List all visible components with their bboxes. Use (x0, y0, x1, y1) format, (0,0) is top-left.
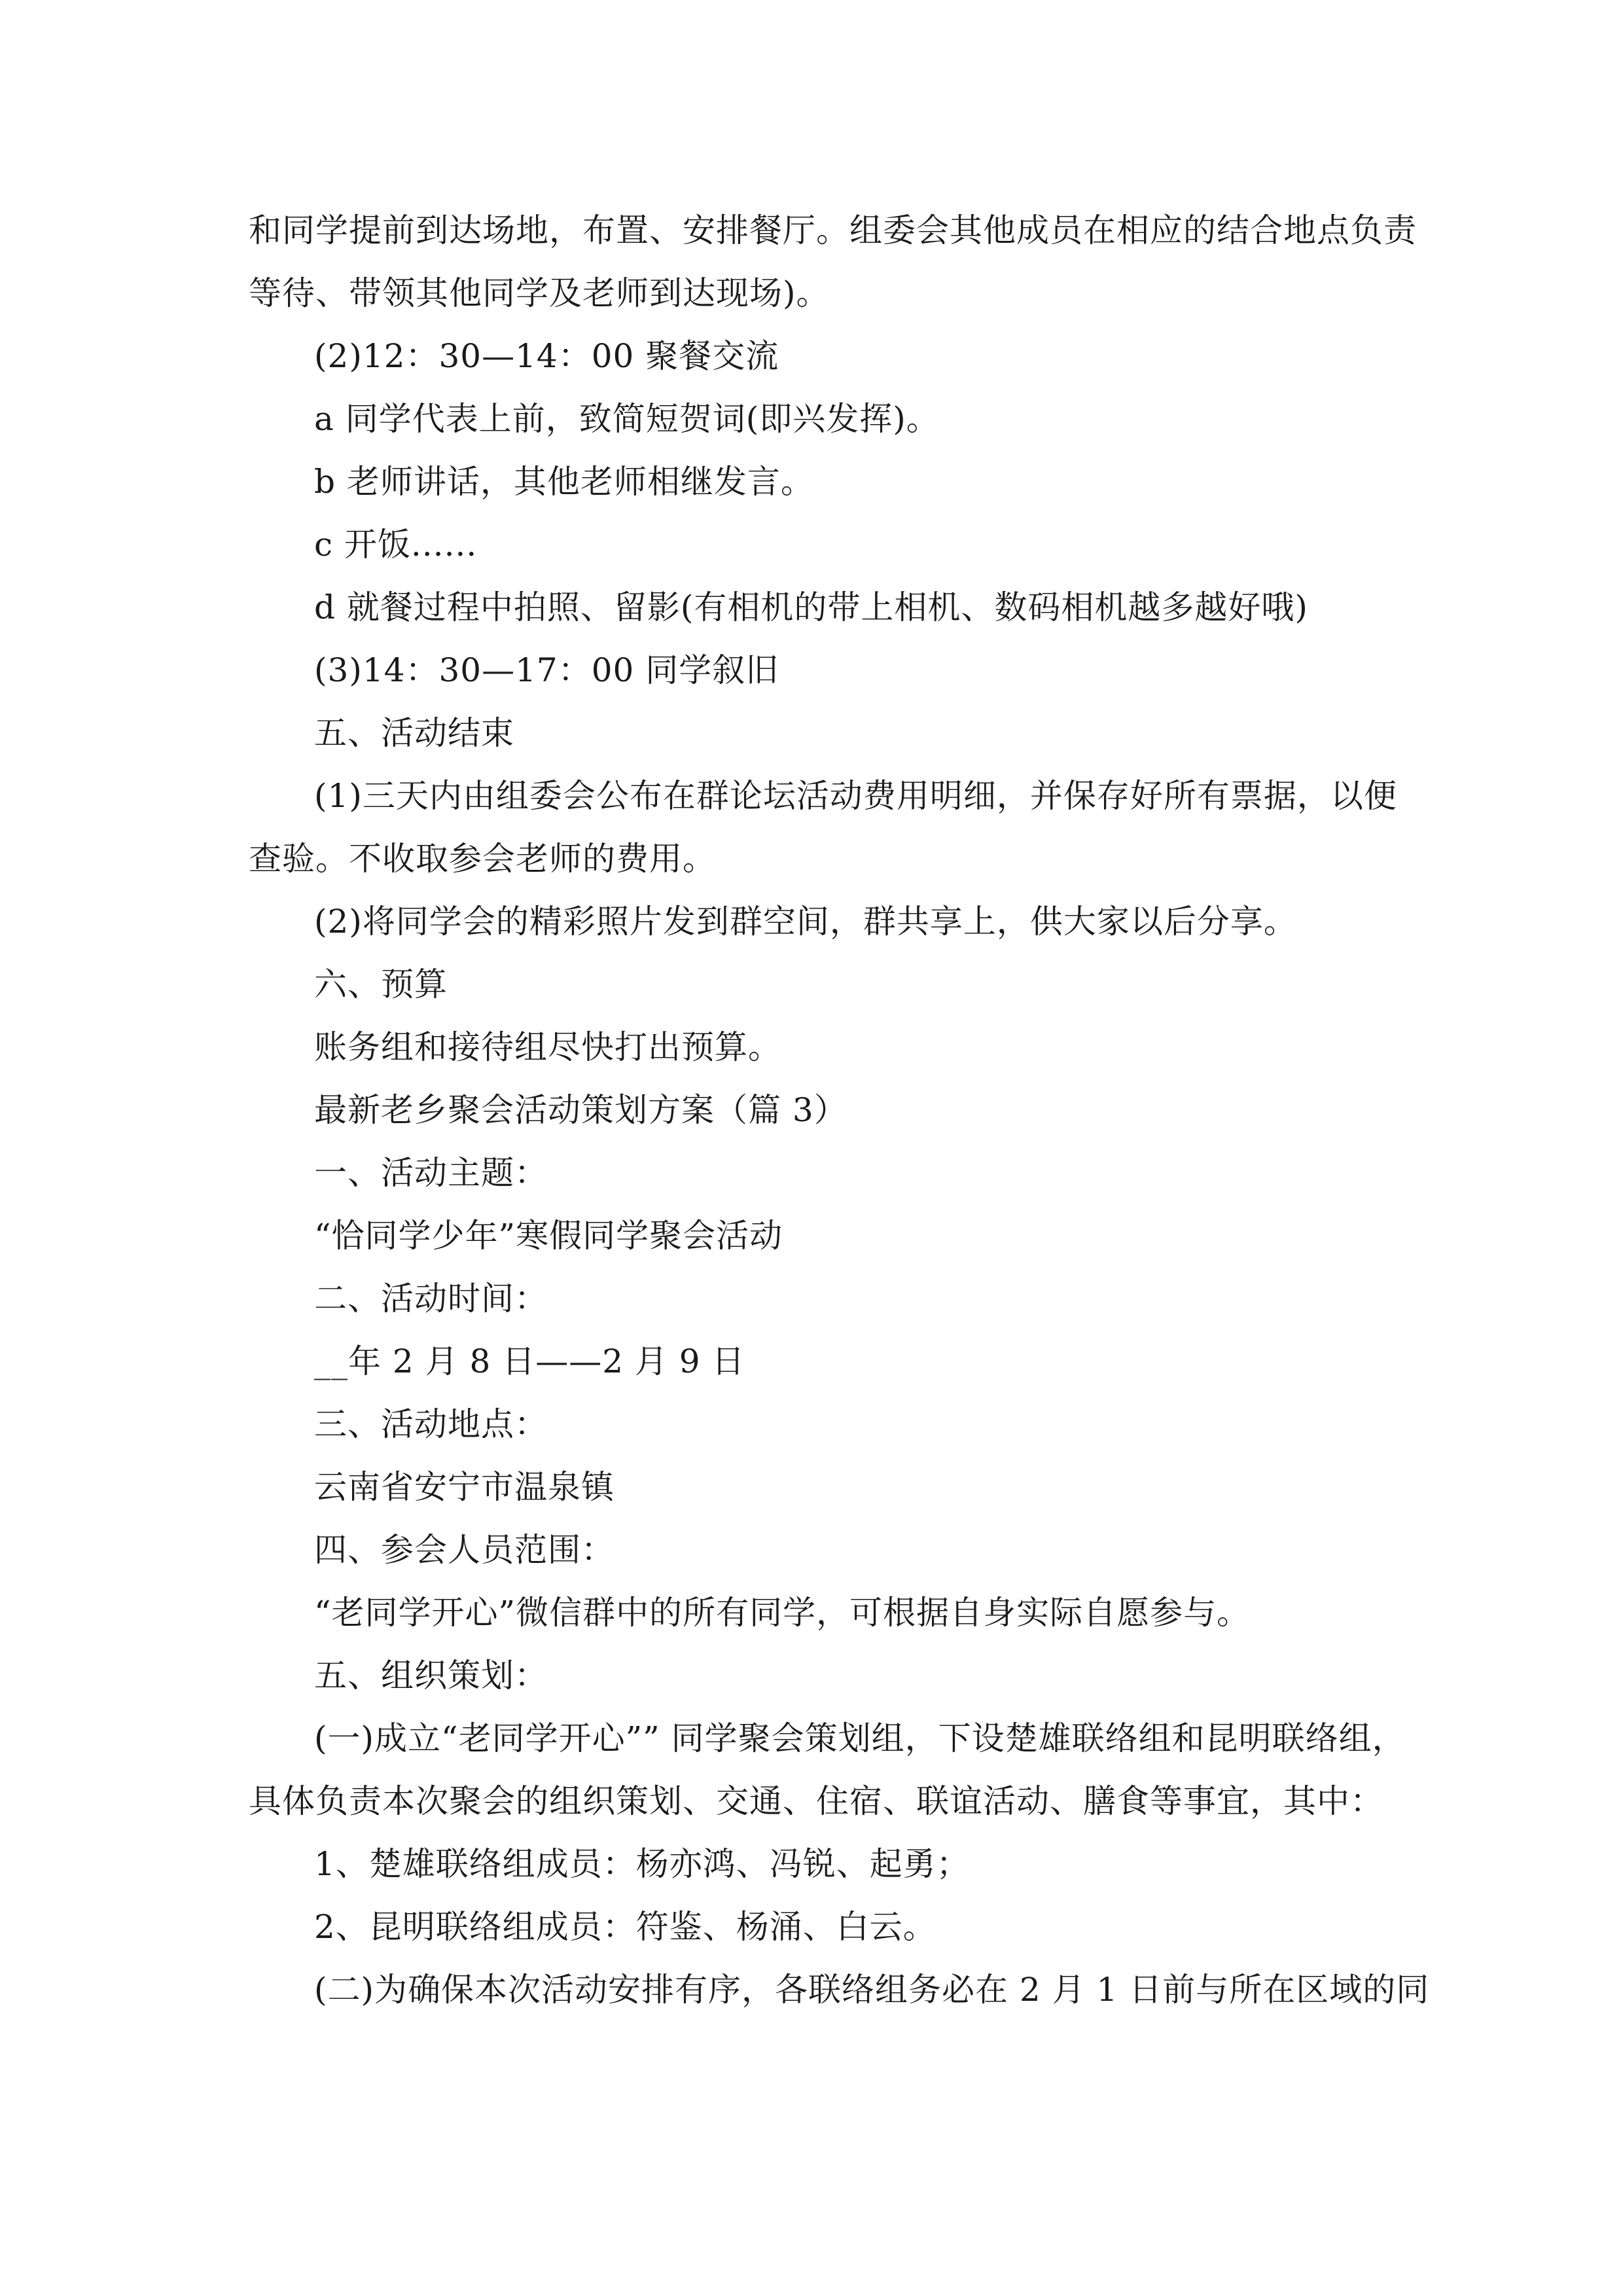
paragraph-line: d 就餐过程中拍照、留影(有相机的带上相机、数码相机越多越好哦) (314, 588, 1308, 626)
section-heading: 一、活动主题： (314, 1154, 548, 1192)
section-heading: 五、活动结束 (314, 714, 514, 752)
paragraph-line: __年 2 月 8 日——2 月 9 日 (314, 1342, 745, 1380)
paragraph-line: “老同学开心”微信群中的所有同学，可根据自身实际自愿参与。 (314, 1594, 1251, 1632)
paragraph-line: “恰同学少年”寒假同学聚会活动 (314, 1217, 783, 1255)
article-title: 最新老乡聚会活动策划方案（篇 3） (314, 1091, 847, 1129)
paragraph-line: 2、昆明联络组成员：符鉴、杨涌、白云。 (314, 1908, 936, 1946)
section-heading: 六、预算 (314, 965, 448, 1003)
paragraph-line: a 同学代表上前，致简短贺词(即兴发挥)。 (314, 400, 940, 438)
paragraph-line: (二)为确保本次活动安排有序，各联络组务必在 2 月 1 日前与所在区域的同 (314, 1971, 1430, 2009)
section-heading: 三、活动地点： (314, 1405, 548, 1443)
paragraph-line: 查验。不收取参会老师的费用。 (249, 840, 716, 878)
paragraph-line: (一)成立“老同学开心”” 同学聚会策划组，下设楚雄联络组和昆明联络组， (314, 1719, 1406, 1757)
section-heading: 二、活动时间： (314, 1280, 548, 1318)
section-heading: 四、参会人员范围： (314, 1531, 615, 1569)
paragraph-line: 具体负责本次聚会的组织策划、交通、住宿、联谊活动、膳食等事宜，其中： (249, 1782, 1383, 1820)
paragraph-line: 云南省安宁市温泉镇 (314, 1468, 615, 1506)
paragraph-line: (3)14：30—17：00 同学叙旧 (314, 651, 779, 689)
section-heading: 五、组织策划： (314, 1657, 548, 1695)
paragraph-line: c 开饭...... (314, 526, 478, 564)
paragraph-line: 账务组和接待组尽快打出预算。 (314, 1028, 781, 1066)
paragraph-line: (2)12：30—14：00 聚餐交流 (314, 337, 779, 375)
paragraph-line: 等待、带领其他同学及老师到达现场)。 (249, 274, 830, 312)
paragraph-line: (1)三天内由组委会公布在群论坛活动费用明细，并保存好所有票据，以便 (314, 777, 1397, 815)
paragraph-line: (2)将同学会的精彩照片发到群空间，群共享上，供大家以后分享。 (314, 903, 1297, 941)
paragraph-line: 和同学提前到达场地，布置、安排餐厅。组委会其他成员在相应的结合地点负责 (249, 211, 1417, 249)
paragraph-line: b 老师讲话，其他老师相继发言。 (314, 463, 814, 501)
paragraph-line: 1、楚雄联络组成员：杨亦鸿、冯锐、起勇； (314, 1845, 970, 1883)
